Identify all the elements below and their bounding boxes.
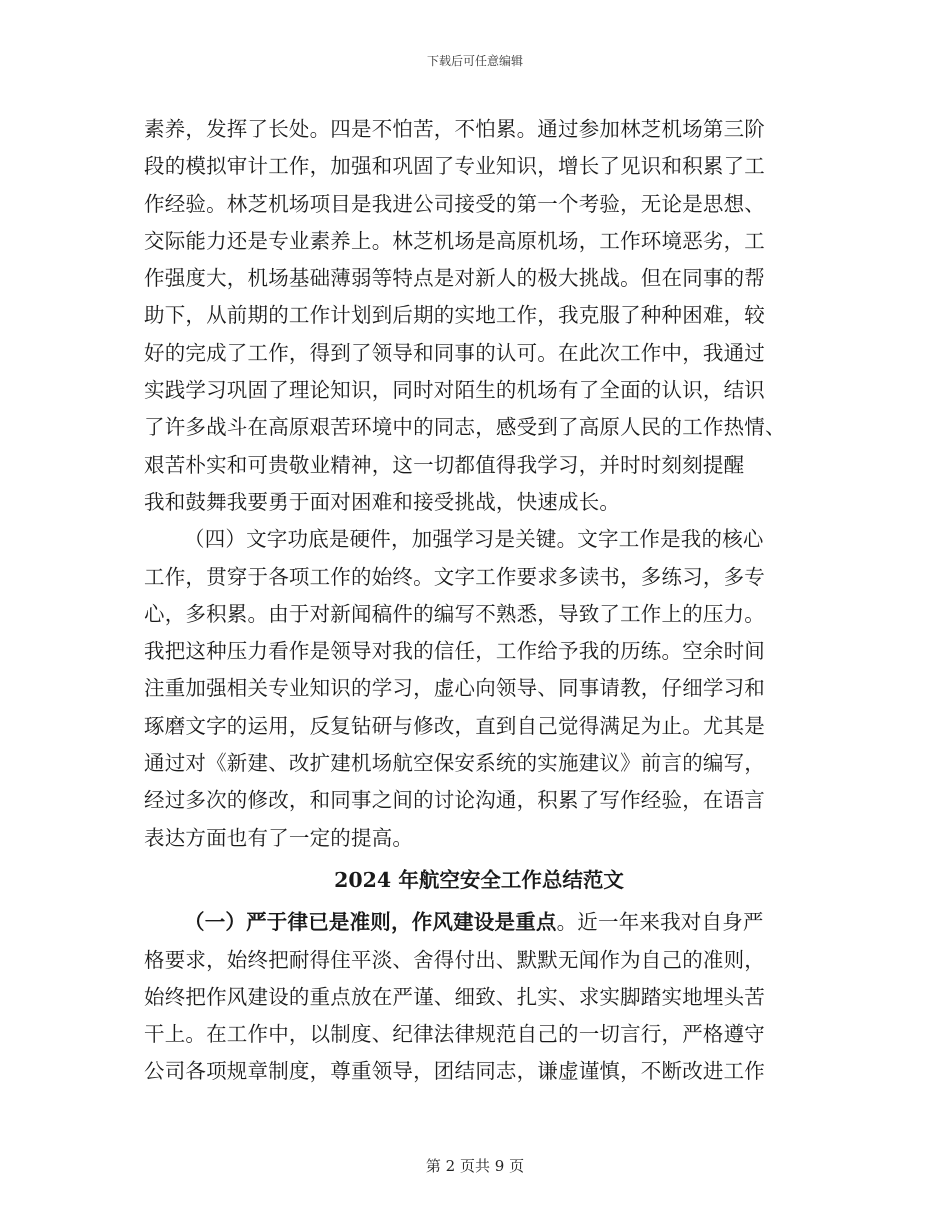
document-body	[144, 111, 814, 1091]
text-line: 心，多积累。由于对新闻稿件的编写不熟悉，导致了工作上的压力。	[144, 601, 765, 626]
page-footer: 第 2 页共 9 页	[425, 1157, 525, 1175]
page-header: 下载后可任意编辑	[426, 54, 523, 68]
text-line: 了许多战斗在高原艰苦环境中的同志，感受到了高原人民的工作热情、	[144, 415, 786, 440]
text-line	[144, 904, 814, 941]
text-line: 通过对《新建、改扩建机场航空保安系统的实施建议》前言的编写，	[144, 751, 765, 776]
text-line: 助下，从前期的工作计划到后期的实地工作，我克服了种种困难，较	[144, 303, 765, 328]
text-line: 公司各项规章制度，尊重领导，团结同志，谦虚谨慎，不断改进工作	[144, 1059, 765, 1084]
text-line: 表达方面也有了一定的提高。	[144, 825, 414, 850]
text-line: 始终把作风建设的重点放在严谨、细致、扎实、求实脚踏实地埋头苦	[144, 984, 765, 1009]
text-line: 经过多次的修改，和同事之间的讨论沟通，积累了写作经验，在语言	[144, 788, 765, 813]
paragraph	[144, 521, 814, 857]
paragraph	[144, 111, 814, 521]
text-line: 工作，贯穿于各项工作的始终。文字工作要求多读书，多练习，多专	[144, 564, 765, 589]
text-line: 艰苦朴实和可贵敬业精神，这一切都值得我学习，并时时刻刻提醒	[144, 452, 745, 477]
text-line: 格要求，始终把耐得住平淡、舍得付出、默默无闻作为自己的准则，	[144, 947, 765, 972]
text-line: 作经验。林芝机场项目是我进公司接受的第一个考验，无论是思想、	[144, 191, 765, 216]
text-line: 素养，发挥了长处。四是不怕苦，不怕累。通过参加林芝机场第三阶	[144, 117, 765, 141]
text-line: 交际能力还是专业素养上。林芝机场是高原机场，工作环境恶劣，工	[144, 228, 765, 253]
paragraph	[144, 904, 814, 1090]
text-line: 琢磨文字的运用，反复钻研与修改，直到自己觉得满足为止。尤其是	[144, 713, 765, 738]
text-line: 注重加强相关专业知识的学习，虚心向领导、同事请教，仔细学习和	[144, 676, 765, 701]
text-line: （四）文字功底是硬件，加强学习是关键。文字工作是我的核心	[184, 527, 764, 552]
text-line: 段的模拟审计工作，加强和巩固了专业知识，增长了见识和积累了工	[144, 154, 765, 179]
section-title: 2024 年航空安全工作总结范文	[334, 867, 624, 892]
text-line: 好的完成了工作，得到了领导和同事的认可。在此次工作中，我通过	[144, 340, 765, 365]
text-line: 作强度大，机场基础薄弱等特点是对新人的极大挑战。但在同事的帮	[144, 266, 765, 291]
text-line: 我和鼓舞我要勇于面对困难和接受挑战，快速成长。	[144, 489, 621, 514]
text-line: 实践学习巩固了理论知识，同时对陌生的机场有了全面的认识，结识	[144, 378, 765, 403]
text-span: 。近一年来我对自身严	[556, 910, 764, 935]
text-line: 我把这种压力看作是领导对我的信任，工作给予我的历练。空余时间	[144, 639, 765, 664]
bold-heading: （一）严于律已是准则，作风建设是重点	[184, 910, 557, 935]
text-line: 干上。在工作中，以制度、纪律法律规范自己的一切言行，严格遵守	[144, 1022, 765, 1047]
